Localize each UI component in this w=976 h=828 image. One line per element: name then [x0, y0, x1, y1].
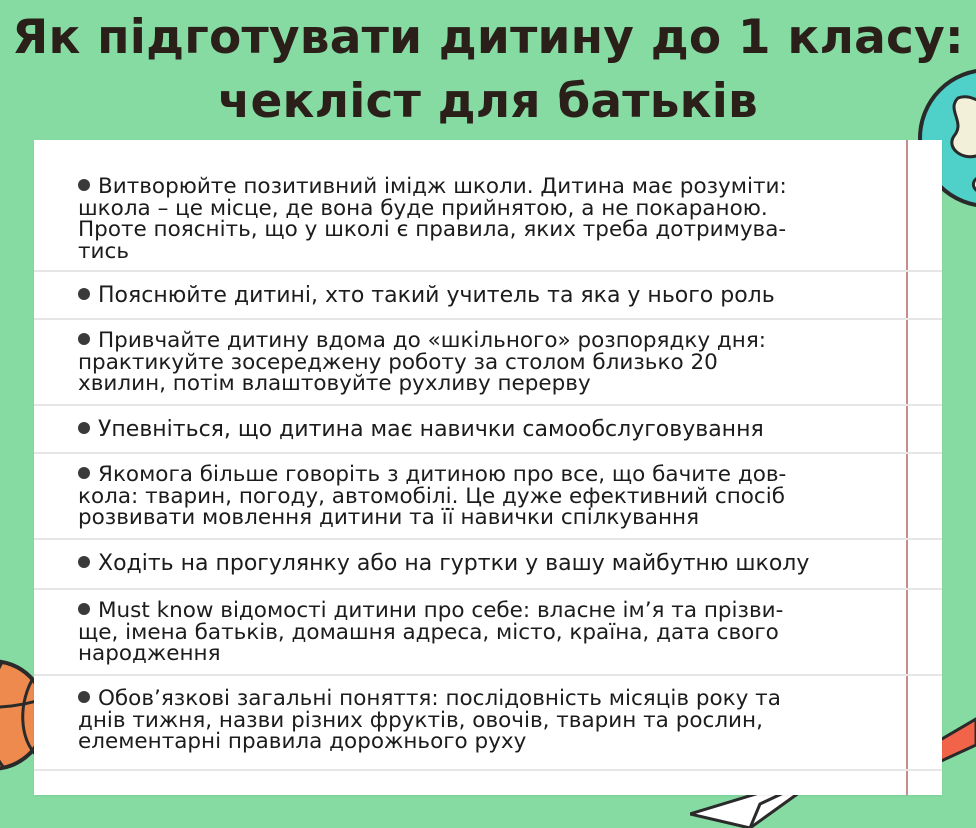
item-text: Пояснюйте дитині, хто такий учитель та яка у нього роль: [78, 284, 888, 308]
list-item: [34, 538, 942, 588]
bullet-icon: [78, 422, 90, 434]
list-item: [34, 270, 942, 318]
bullet-icon: [78, 333, 90, 345]
item-text: Привчайте дитину вдома до «шкільного» розпорядку дня: практикуйте зосереджену роботу за столом близько 20 хвилин, потім влаштовуйте рухливу перерву: [78, 328, 767, 396]
bullet-icon: [78, 603, 90, 615]
bullet-icon: [78, 179, 90, 191]
title-line-1: Як підготувати дитину до 1 класу:: [12, 10, 964, 65]
page-title: [0, 6, 976, 134]
list-item-empty: [34, 769, 942, 795]
title-line-2: чекліст для батьків: [217, 74, 758, 129]
item-text: Обов’язкові загальні поняття: послідовність місяців року та днів тижня, назви різних фруктів, овочів, тварин та рослин, елементарні правила дорожнього руху: [78, 686, 781, 754]
list-item: [34, 318, 942, 404]
bullet-icon: [78, 691, 90, 703]
bullet-icon: [78, 288, 90, 300]
bullet-icon: [78, 467, 90, 479]
item-text: Ходіть на прогулянку або на гуртки у вашу майбутню школу: [78, 552, 888, 576]
list-item: [34, 140, 942, 270]
list-item: [34, 452, 942, 538]
item-text: Упевніться, що дитина має навички самообслуговування: [78, 418, 888, 442]
checklist-card: [34, 140, 942, 795]
item-text: Якомога більше говоріть з дитиною про все, що бачите дов- кола: тварин, погоду, автомобілі. Це дуже ефективний спосіб розвивати мовлення дитини та її навички спілкування: [78, 462, 787, 530]
list-item: [34, 674, 942, 769]
item-text: Must know відомості дитини про себе: власне ім’я та прізви- ще, імена батьків, домашня адреса, місто, країна, дата свого народження: [78, 598, 784, 666]
list-item: [34, 588, 942, 674]
item-text: Витворюйте позитивний імідж школи. Дитина має розуміти: школа – це місце, де вона буде прийнятою, а не покараною. Проте поясніть, що у школі є правила, яких треба дотримува- тись: [78, 174, 787, 264]
list-item: [34, 404, 942, 452]
bullet-icon: [78, 556, 90, 568]
